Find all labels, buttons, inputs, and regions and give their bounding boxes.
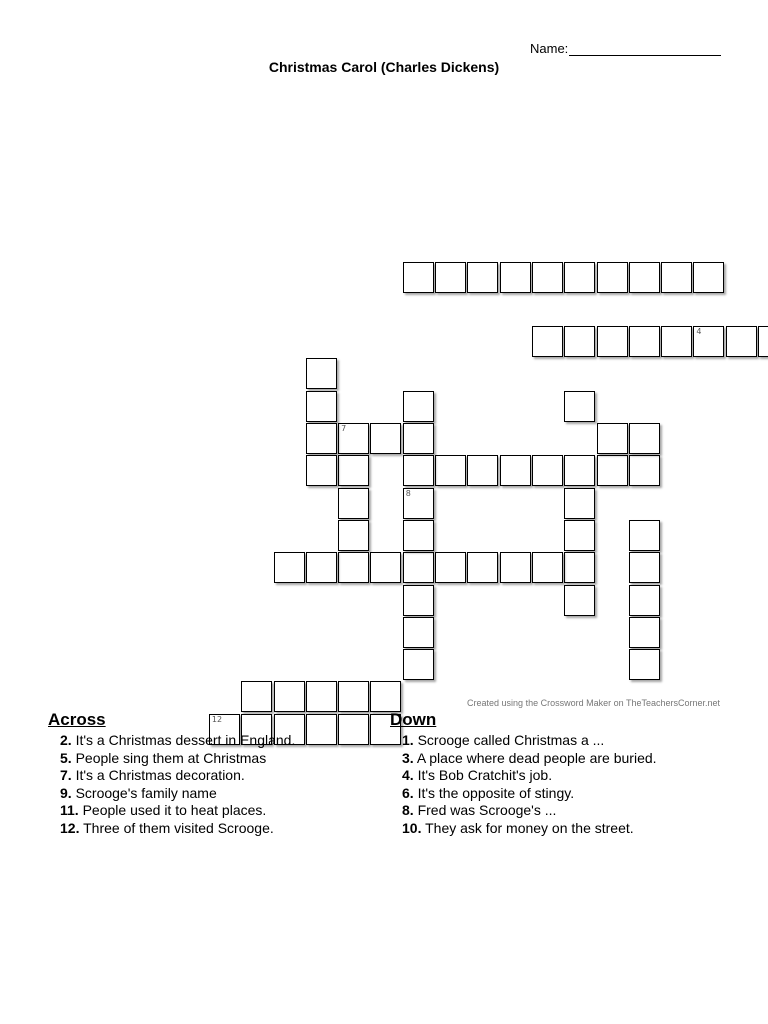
grid-cell[interactable]: [629, 326, 660, 357]
grid-cell[interactable]: [629, 262, 660, 293]
clue-text: It's a Christmas dessert in England.: [75, 732, 296, 748]
grid-cell[interactable]: [532, 262, 563, 293]
grid-cell[interactable]: [403, 455, 434, 486]
down-clue: [402, 820, 657, 838]
down-clues: [390, 710, 657, 838]
grid-cell[interactable]: [274, 681, 305, 712]
grid-cell[interactable]: [597, 423, 628, 454]
down-clue: [402, 767, 657, 785]
grid-cell[interactable]: [338, 455, 369, 486]
grid-cell[interactable]: [629, 585, 660, 616]
clue-num: 8.: [402, 802, 414, 819]
grid-cell[interactable]: [370, 681, 401, 712]
grid-cell[interactable]: [597, 262, 628, 293]
credit-text: Created using the Crossword Maker on TheTeachersCorner.net: [467, 698, 720, 708]
clue-number: 8: [405, 488, 411, 498]
grid-cell[interactable]: [693, 262, 724, 293]
grid-cell[interactable]: [500, 552, 531, 583]
grid-cell[interactable]: [403, 649, 434, 680]
grid-cell[interactable]: [435, 455, 466, 486]
grid-cell[interactable]: [403, 423, 434, 454]
clue-number: 7: [341, 424, 347, 433]
grid-cell[interactable]: [564, 520, 595, 551]
clue-text: Scrooge called Christmas a ...: [417, 732, 605, 748]
grid-cell[interactable]: [564, 488, 595, 519]
grid-cell[interactable]: [467, 455, 498, 486]
across-clue: [60, 767, 295, 785]
clue-number: 4: [696, 327, 702, 337]
grid-cell[interactable]: [597, 455, 628, 486]
clue-text: It's the opposite of stingy.: [417, 784, 575, 801]
grid-cell[interactable]: [564, 262, 595, 293]
grid-cell[interactable]: [306, 423, 337, 454]
down-heading: Down: [390, 710, 437, 729]
down-clue: [402, 802, 657, 820]
grid-cell[interactable]: [693, 326, 724, 357]
grid-cell[interactable]: [403, 391, 434, 422]
across-clue: [60, 750, 295, 768]
grid-cell[interactable]: [532, 326, 563, 357]
across-clue: [60, 820, 295, 838]
grid-cell[interactable]: [338, 520, 369, 551]
grid-cell[interactable]: [403, 617, 434, 648]
grid-cell[interactable]: [338, 423, 369, 454]
name-label: Name:: [530, 41, 569, 56]
clue-num: 12.: [60, 819, 80, 836]
clue-number: 12: [211, 714, 223, 724]
grid-cell[interactable]: [306, 552, 337, 583]
clue-text: Fred was Scrooge's ...: [417, 802, 557, 819]
grid-cell[interactable]: [597, 326, 628, 357]
page-title: Christmas Carol (Charles Dickens): [268, 59, 500, 75]
across-clue: [60, 802, 295, 820]
clue-text: It's a Christmas decoration.: [75, 767, 245, 784]
grid-cell[interactable]: [306, 358, 337, 389]
grid-cell[interactable]: [306, 681, 337, 712]
grid-cell[interactable]: [629, 520, 660, 551]
clue-text: Scrooge's family name: [75, 784, 217, 801]
grid-cell[interactable]: [629, 455, 660, 486]
grid-cell[interactable]: [403, 552, 434, 583]
clue-text: It's Bob Cratchit's job.: [417, 767, 553, 784]
clue-num: 11.: [60, 802, 79, 819]
clue-num: 10.: [402, 819, 422, 836]
grid-cell[interactable]: [532, 552, 563, 583]
grid-cell[interactable]: [338, 488, 369, 519]
grid-cell[interactable]: [629, 617, 660, 648]
grid-cell[interactable]: [274, 552, 305, 583]
grid-cell[interactable]: [435, 552, 466, 583]
grid-cell[interactable]: [403, 262, 434, 293]
grid-cell[interactable]: [338, 714, 369, 745]
grid-cell[interactable]: [306, 714, 337, 745]
down-clue: [402, 732, 657, 750]
grid-cell[interactable]: [403, 520, 434, 551]
grid-cell[interactable]: [403, 488, 434, 519]
grid-cell[interactable]: [629, 552, 660, 583]
clue-num: 2.: [60, 732, 72, 748]
grid-cell[interactable]: [532, 455, 563, 486]
grid-cell[interactable]: [726, 326, 757, 357]
clue-text: Three of them visited Scrooge.: [83, 819, 274, 836]
across-heading: Across: [48, 710, 106, 729]
clue-text: People used it to heat places.: [82, 802, 267, 819]
clue-num: 7.: [60, 767, 72, 784]
grid-cell[interactable]: [500, 262, 531, 293]
clue-num: 5.: [60, 749, 72, 766]
clue-num: 1.: [402, 732, 414, 748]
clue-text: They ask for money on the street.: [425, 819, 634, 836]
clue-text: People sing them at Christmas: [75, 749, 267, 766]
grid-cell[interactable]: [241, 681, 272, 712]
grid-cell[interactable]: [403, 585, 434, 616]
grid-cell[interactable]: [564, 326, 595, 357]
grid-cell[interactable]: [564, 391, 595, 422]
grid-cell[interactable]: [467, 552, 498, 583]
clue-num: 4.: [402, 767, 414, 784]
grid-cell[interactable]: [629, 423, 660, 454]
across-clue: [60, 785, 295, 803]
grid-cell[interactable]: [338, 552, 369, 583]
grid-cell[interactable]: [564, 552, 595, 583]
grid-cell[interactable]: [758, 326, 768, 357]
across-clues: [48, 710, 295, 838]
grid-cell[interactable]: [467, 262, 498, 293]
clue-text: A place where dead people are buried.: [416, 749, 657, 766]
grid-cell[interactable]: [564, 455, 595, 486]
grid-cell[interactable]: [629, 649, 660, 680]
grid-cell[interactable]: [564, 585, 595, 616]
grid-cell[interactable]: [435, 262, 466, 293]
across-clue: [60, 732, 295, 750]
grid-cell[interactable]: [306, 391, 337, 422]
grid-cell[interactable]: [306, 455, 337, 486]
grid-cell[interactable]: [338, 681, 369, 712]
grid-cell[interactable]: [661, 262, 692, 293]
down-clue: [402, 785, 657, 803]
clue-num: 9.: [60, 784, 72, 801]
grid-cell[interactable]: [370, 423, 401, 454]
grid-cell[interactable]: [661, 326, 692, 357]
down-clue: [402, 750, 657, 768]
grid-cell[interactable]: [370, 552, 401, 583]
clue-num: 3.: [402, 749, 414, 766]
clue-num: 6.: [402, 784, 414, 801]
grid-cell[interactable]: [500, 455, 531, 486]
